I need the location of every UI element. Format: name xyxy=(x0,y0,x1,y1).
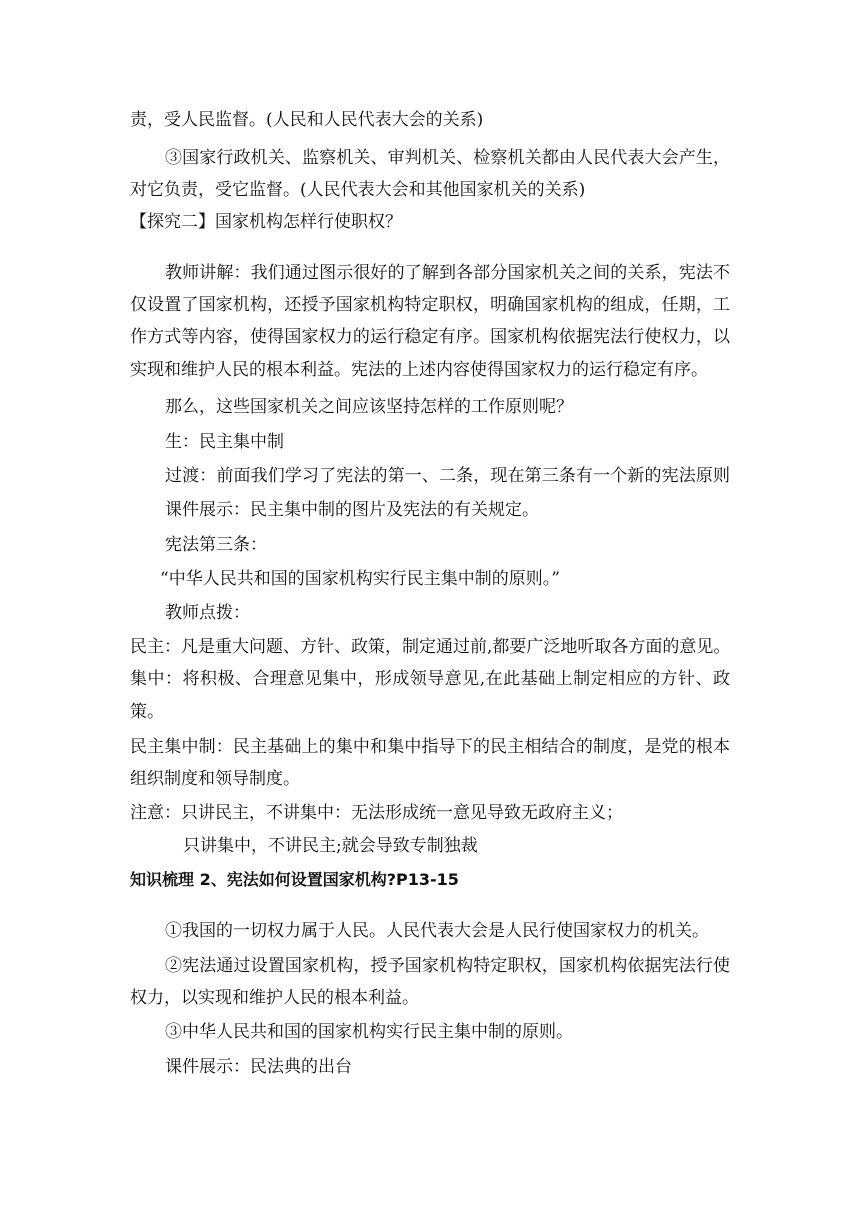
paragraph-line: ③国家行政机关、监察机关、审判机关、检察机关都由人民代表大会产生， xyxy=(165,148,730,168)
quote-line: “中华人民共和国的国家机构实行民主集中制的原则。” xyxy=(160,569,560,589)
section-heading: 【探究二】国家机构怎样行使职权？ xyxy=(130,212,402,232)
paragraph-line: 组织制度和领导制度。 xyxy=(130,769,300,789)
paragraph-line: ③中华人民共和国的国家机构实行民主集中制的原则。 xyxy=(165,1022,573,1042)
paragraph-line: 集中：将积极、合理意见集中，形成领导意见,在此基础上制定相应的方针、政 xyxy=(130,669,730,689)
paragraph-line: ①我国的一切权力属于人民。人民代表大会是人民行使国家权力的机关。 xyxy=(165,921,709,941)
paragraph-line: 实现和维护人民的根本利益。宪法的上述内容使得国家权力的运行稳定有序。 xyxy=(130,360,708,380)
paragraph-line: 只讲集中，不讲民主;就会导致专制独裁 xyxy=(183,836,478,856)
paragraph-line: 生：民主集中制 xyxy=(165,432,284,452)
paragraph-line: 教师讲解：我们通过图示很好的了解到各部分国家机关之间的关系，宪法不 xyxy=(165,263,730,283)
paragraph-line: 课件展示：民主集中制的图片及宪法的有关规定。 xyxy=(165,500,539,520)
paragraph-line: 宪法第三条： xyxy=(165,535,267,555)
paragraph-line: 课件展示：民法典的出台 xyxy=(165,1057,352,1077)
paragraph-line: 仅设置了国家机构，还授予国家机构特定职权，明确国家机构的组成，任期，工 xyxy=(130,295,730,315)
paragraph-line: ②宪法通过设置国家机构，授予国家机构特定职权，国家机构依据宪法行使 xyxy=(165,956,730,976)
paragraph-line: 作方式等内容，使得国家权力的运行稳定有序。国家机构依据宪法行使权力，以 xyxy=(130,327,730,347)
paragraph-line: 对它负责，受它监督。(人民代表大会和其他国家机关的关系) xyxy=(130,180,586,200)
paragraph-line: 责，受人民监督。(人民和人民代表大会的关系) xyxy=(130,110,484,130)
paragraph-line: 民主集中制：民主基础上的集中和集中指导下的民主相结合的制度，是党的根本 xyxy=(130,737,730,757)
paragraph-line: 那么，这些国家机关之间应该坚持怎样的工作原则呢？ xyxy=(165,397,573,417)
section-heading: 知识梳理 2、宪法如何设置国家机构?P13-15 xyxy=(130,870,459,889)
paragraph-line: 教师点拨： xyxy=(165,603,250,623)
paragraph-line: 过渡：前面我们学习了宪法的第一、二条，现在第三条有一个新的宪法原则 xyxy=(165,466,730,486)
paragraph-line: 民主：凡是重大问题、方针、政策，制定通过前,都要广泛地听取各方面的意见。 xyxy=(130,637,731,657)
paragraph-line: 注意：只讲民主，不讲集中：无法形成统一意见导致无政府主义； xyxy=(130,803,623,823)
paragraph-line: 权力，以实现和维护人民的根本利益。 xyxy=(130,988,419,1008)
paragraph-line: 策。 xyxy=(130,702,164,722)
